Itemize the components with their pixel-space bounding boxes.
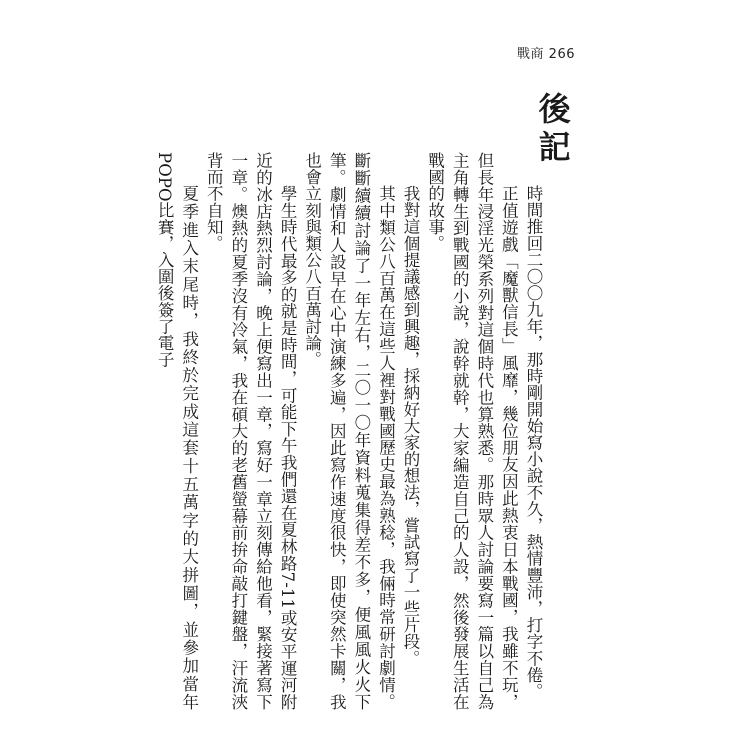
body-text (155, 152, 545, 710)
paragraph: 其中類公八百萬在這些人裡對戰國歷史最為熟稔，我倆時常研討劇情。斷斷續續討論了一年左右，二〇一〇年資料蒐集得差不多，便風風火火下筆。劇情和人設早在心中演練多遍，因此寫作速度很快，即使突然卡關，我也會立刻與類公八百萬討論。 (302, 152, 396, 710)
paragraph: 學生時代最多的就是時間，可能下午我們還在夏林路7-11或安平運河附近的冰店熱烈討論，晚上便寫出一章，寫好一章立刻傳給他看，緊接著寫下一章。燠熱的夏季沒有冷氣，我在碩大的老舊螢幕前拚命敲打鍵盤，汗流浹背而不自知。 (204, 152, 298, 710)
paragraph: 我對這個提議感到興趣，採納好大家的想法，嘗試寫了一些片段。 (401, 185, 421, 667)
chapter-title: 後記 (533, 92, 572, 168)
paragraph: 正值遊戲「魔獸信長」風靡，幾位朋友因此熱衷日本戰國，我雖不玩，但長年浸淫光榮系列對這個時代也算熟悉。那時眾人討論要寫一篇以自己為主角轉生到戰國的小說，說幹就幹，大家編造自己的人設，然後發展生活在戰國的故事。 (425, 152, 519, 710)
running-head: 戰商 266 (517, 47, 575, 62)
paragraph: 夏季進入末尾時，我終於完成這套十五萬字的大拼圖，並參加當年POPO比賽，入圍後簽了電子 (155, 152, 199, 710)
paragraph: 時間推回二〇〇九年，那時剛開始寫小說不久，熱情豐沛，打字不倦。 (524, 185, 543, 700)
